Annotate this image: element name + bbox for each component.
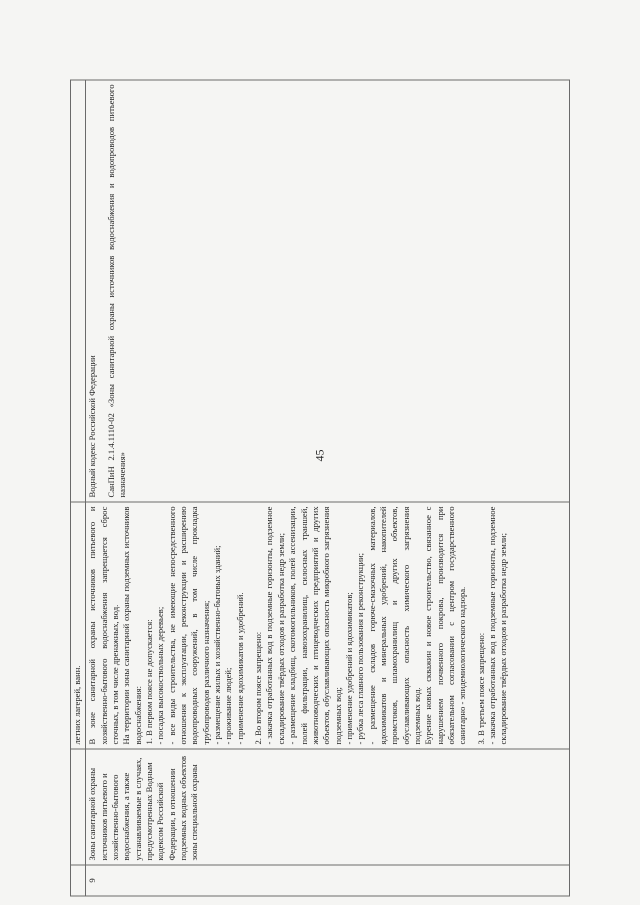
content-cell: [86, 502, 570, 749]
list-item: - размещение складов горюче-смазочных материалов, ядохимикатов и минеральных удобрений, накопителей промстоков, шламохранилищ и других объектов, обуславливающих опасность химического загрязнения подземных вод.: [366, 506, 422, 745]
zone-name-cell: Зоны санитарной охраны источников питьевого и хозяйственно-бытового водоснабжения, а также устанавливаемые в случаях, предусмотренных Водным кодексом Российской Федерации, в отношении подземных водных объектов зоны специальной охраны: [86, 749, 570, 865]
paragraph: 3. В третьем поясе запрещено:: [475, 632, 486, 745]
list-item: - применение ядохимикатов и удобрений.: [234, 592, 245, 745]
content-cell: летних лагерей, ванн.: [71, 502, 86, 749]
list-item: - посадка высокоствольных деревьев;: [155, 606, 166, 745]
list-item: - применение удобрений и ядохимикатов;: [343, 592, 354, 745]
list-item: - проживание людей;: [223, 667, 234, 745]
paragraph: 1. В первом поясе не допускается:: [144, 619, 155, 745]
paragraph: На территории зоны санитарной охраны подземных источников водоснабжения:: [121, 506, 143, 745]
table-row: [71, 80, 86, 896]
list-item: - рубка леса главного пользования и реконструкции;: [355, 552, 366, 745]
law-cell: [86, 80, 570, 502]
row-number-cell: 9: [86, 865, 570, 896]
list-item: - размещение кладбищ, скотомогильников, полей ассенизации, полей фильтрации, навозохранилищ, силосных траншей, животноводческих и птицеводческих предприятий и других объектов, обуславливающих опасность микробного загрязнения подземных вод;: [287, 506, 343, 745]
page-number: 45: [312, 449, 327, 462]
list-item: - закачка отработанных вод в подземные горизонты, подземное складирование твёрдых отходов и разработка недр земли;: [264, 506, 286, 745]
list-item: - все виды строительства, не имеющие непосредственного отношения к эксплуатации, реконструкции и расширению водопроводных сооружений, в том числе прокладка трубопроводов различного назначения;: [166, 506, 211, 745]
table-row: [86, 80, 570, 896]
row-number-cell: [71, 865, 86, 896]
zone-name-cell: [71, 749, 86, 865]
spacer: [469, 507, 476, 745]
list-item: - размещение жилых и хозяйственно-бытовых зданий;: [212, 545, 223, 745]
paragraph: В зоне санитарной охраны источников питьевого и хозяйственно-бытового водоснабжения запрещается сброс сточных, в том числе дренажных, вод.: [87, 506, 121, 745]
spacer: [246, 507, 253, 745]
law-reference: Водный кодекс Российской Федерации: [87, 355, 98, 498]
paragraph: 2. Во втором поясе запрещено:: [253, 631, 264, 745]
zones-table: [70, 80, 570, 897]
law-cell: [71, 80, 86, 502]
spacer: [99, 85, 106, 498]
law-reference: СанПиН 2.1.4.1110-02 «Зоны санитарной охраны источников водоснабжения и водопроводов питьевого назначения»: [105, 84, 128, 498]
list-item: - закачка отработанных вод в подземные горизонты, подземное складирование твёрдых отходов и разработка недр земли;: [487, 506, 509, 745]
paragraph: Бурение новых скважин и новое строительство, связанное с нарушением почвенного покрова, производится при обязательном согласовании с центром государственного санитарно - эпидемиологического надзора.: [423, 506, 468, 745]
